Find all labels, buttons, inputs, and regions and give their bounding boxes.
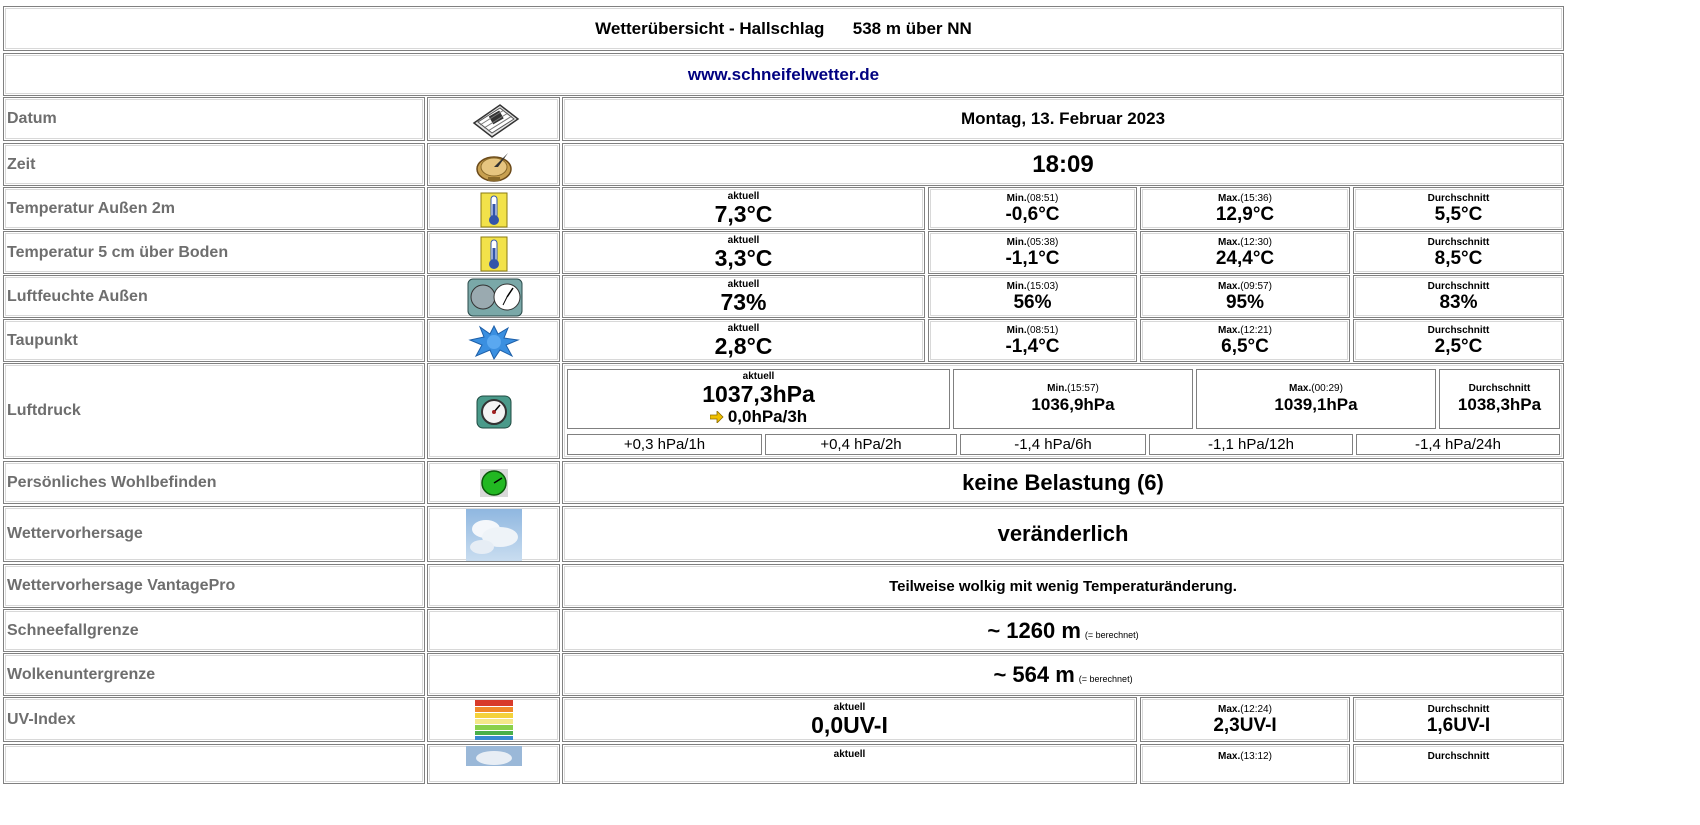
next-row-max-cell (1140, 744, 1350, 784)
website-link[interactable]: www.schneifelwetter.de (687, 64, 880, 84)
max-time: (15:36) (1240, 192, 1272, 204)
max-label: Max. (1218, 236, 1241, 248)
pressure-change-6h (960, 434, 1146, 455)
humidity-max: 95% (1225, 291, 1265, 313)
avg-label: Durchschnitt (1427, 324, 1490, 336)
forecast-icon-cell (427, 506, 560, 562)
pressure-change-24h (1356, 434, 1560, 455)
humidity-avg: 83% (1439, 291, 1478, 313)
temp5cm-current: 3,3°C (714, 244, 773, 271)
avg-label: Durchschnitt (1427, 751, 1490, 762)
temp2m-current: 7,3°C (714, 200, 773, 227)
row-label-comfort: Persönliches Wohlbefinden (3, 461, 425, 504)
splash-icon (468, 322, 520, 360)
avg-label: Durchschnitt (1427, 703, 1490, 715)
comfort-gauge-icon (480, 469, 508, 497)
uv-avg-cell (1353, 697, 1564, 742)
row-label-forecast: Wettervorhersage (3, 506, 425, 562)
cloudbase-calculated-note: (= berechnet) (1078, 673, 1133, 684)
min-label: Min. (1006, 192, 1027, 204)
calendar-icon (470, 101, 520, 139)
pressure-icon-cell (427, 363, 560, 459)
pressure-current-cell (567, 369, 950, 429)
min-label: Min. (1006, 236, 1027, 248)
dewpoint-min: -1,4°C (1005, 335, 1060, 357)
comfort-value-cell (562, 461, 1564, 504)
uv-max-cell (1140, 697, 1350, 742)
humidity-min-cell (928, 275, 1137, 318)
max-time: (12:30) (1240, 236, 1272, 248)
humidity-current-cell (562, 275, 925, 318)
uv-scale-icon (475, 700, 513, 740)
pressure-change-value: +0,4 hPa/2h (820, 436, 902, 453)
humidity-max-cell (1140, 275, 1350, 318)
pressure-max: 1039,1hPa (1274, 395, 1358, 414)
cloudbase-value: ~ 564 m (993, 661, 1075, 687)
avg-label: Durchschnitt (1427, 192, 1490, 204)
temp5cm-max: 24,4°C (1215, 247, 1275, 269)
next-row-current-cell (562, 744, 1137, 784)
uv-max: 2,3UV-I (1213, 714, 1277, 736)
pressure-change-2h (765, 434, 957, 455)
row-label-cloudbase: Wolkenuntergrenze (3, 653, 425, 696)
cloudbase-icon-cell (427, 653, 560, 696)
min-label: Min. (1006, 280, 1027, 292)
humidity-icon-cell (427, 275, 560, 318)
cloudbase-value-cell (562, 653, 1564, 696)
pressure-change-value: -1,4 hPa/24h (1415, 436, 1501, 453)
uv-current: 0,0UV-I (811, 711, 888, 738)
pressure-avg: 1038,3hPa (1457, 395, 1542, 414)
max-time: (12:24) (1240, 703, 1272, 715)
forecast-vp-value-cell (562, 564, 1564, 608)
min-time: (05:38) (1026, 236, 1059, 248)
temp5cm-min: -1,1°C (1005, 247, 1060, 269)
min-time: (08:51) (1026, 192, 1059, 204)
avg-label: Durchschnitt (1468, 383, 1531, 394)
next-row-avg-cell (1353, 744, 1564, 784)
max-time: (00:29) (1311, 383, 1343, 394)
date-value-cell (562, 97, 1564, 141)
max-time: (09:57) (1240, 280, 1272, 292)
humidity-min: 56% (1013, 291, 1052, 313)
dewpoint-current-label: aktuell (727, 322, 760, 334)
min-time: (15:57) (1067, 383, 1099, 394)
date-icon-cell (427, 97, 560, 141)
avg-label: Durchschnitt (1427, 236, 1490, 248)
row-label-humidity: Luftfeuchte Außen (3, 275, 425, 318)
min-label: Min. (1047, 383, 1068, 394)
forecast-value-cell (562, 506, 1564, 562)
temp5cm-current-cell (562, 231, 925, 274)
time-value-cell (562, 143, 1564, 186)
hygrometer-icon (467, 278, 523, 317)
temp2m-max-cell (1140, 187, 1350, 230)
max-label: Max. (1218, 703, 1241, 715)
row-label-forecast-vp: Wettervorhersage VantagePro (3, 564, 425, 608)
uv-icon-cell (427, 697, 560, 742)
max-label: Max. (1289, 383, 1312, 394)
next-row-icon-cell (427, 744, 560, 784)
min-time: (15:03) (1026, 280, 1059, 292)
temp5cm-max-cell (1140, 231, 1350, 274)
dewpoint-icon-cell (427, 319, 560, 362)
pressure-min-cell (953, 369, 1193, 429)
pressure-min: 1036,9hPa (1031, 395, 1115, 414)
thermometer-icon (480, 192, 508, 228)
row-label-time: Zeit (3, 143, 425, 186)
snowline-icon-cell (427, 609, 560, 652)
cloud-sky-icon (466, 746, 522, 766)
dewpoint-max-cell (1140, 319, 1350, 362)
pressure-change-value: -1,4 hPa/6h (1014, 436, 1092, 453)
uv-current-cell (562, 697, 1137, 742)
row-label-temp5cm: Temperatur 5 cm über Boden (3, 231, 425, 274)
comfort-icon-cell (427, 461, 560, 504)
pressure-max-cell (1196, 369, 1436, 429)
dewpoint-current-cell (562, 319, 925, 362)
thermometer-icon (480, 236, 508, 272)
pressure-change-value: +0,3 hPa/1h (623, 436, 706, 453)
pressure-change-value: -1,1 hPa/12h (1208, 436, 1294, 453)
row-label-date: Datum (3, 97, 425, 141)
uv-current-label: aktuell (833, 701, 866, 713)
humidity-current: 73% (720, 288, 767, 315)
humidity-avg-cell (1353, 275, 1564, 318)
temp2m-min: -0,6°C (1005, 203, 1060, 225)
humidity-current-label: aktuell (727, 278, 760, 290)
min-time: (08:51) (1026, 324, 1059, 336)
pressure-current: 1037,3hPa (702, 381, 815, 407)
time-value: 18:09 (1032, 150, 1094, 178)
max-time: (12:21) (1240, 324, 1272, 336)
temp2m-current-cell (562, 187, 925, 230)
temp5cm-avg: 8,5°C (1434, 247, 1483, 269)
barometer-icon (475, 394, 513, 430)
pressure-change-12h (1149, 434, 1353, 455)
website-bar (3, 53, 1564, 96)
temp2m-avg-cell (1353, 187, 1564, 230)
comfort-value: keine Belastung (6) (962, 469, 1164, 495)
max-label: Max. (1218, 192, 1241, 204)
dewpoint-current: 2,8°C (714, 332, 773, 359)
snowline-value-cell (562, 609, 1564, 652)
forecast-value: veränderlich (997, 521, 1129, 546)
dewpoint-avg: 2,5°C (1434, 335, 1483, 357)
time-icon-cell (427, 143, 560, 186)
snowline-value: ~ 1260 m (987, 617, 1081, 643)
temp5cm-min-cell (928, 231, 1137, 274)
temp5cm-current-label: aktuell (727, 234, 760, 246)
row-label-pressure: Luftdruck (3, 363, 425, 459)
altitude-text: 538 m über NN (852, 18, 972, 38)
pressure-change-1h (567, 434, 762, 455)
max-time: (13:12) (1240, 751, 1272, 762)
forecast-vp-icon-cell (427, 564, 560, 608)
pressure-current-label: aktuell (742, 371, 775, 382)
avg-label: Durchschnitt (1427, 280, 1490, 292)
dewpoint-avg-cell (1353, 319, 1564, 362)
max-label: Max. (1218, 280, 1241, 292)
cloud-sky-icon (466, 509, 522, 561)
temp2m-current-label: aktuell (727, 190, 760, 202)
min-label: Min. (1006, 324, 1027, 336)
page-title: Wetterübersicht - Hallschlag (595, 18, 825, 38)
uv-avg: 1,6UV-I (1426, 714, 1491, 736)
temp2m-max: 12,9°C (1215, 203, 1275, 225)
row-label-snowline: Schneefallgrenze (3, 609, 425, 652)
temp2m-avg: 5,5°C (1434, 203, 1483, 225)
temp2m-icon-cell (427, 187, 560, 230)
row-label-uv: UV-Index (3, 697, 425, 742)
next-row-label-cell (3, 744, 425, 784)
temp5cm-icon-cell (427, 231, 560, 274)
forecast-vp-value: Teilweise wolkig mit wenig Temperaturänderung. (889, 577, 1237, 595)
pressure-trend: 0,0hPa/3h (727, 407, 808, 426)
snowline-calculated-note: (= berechnet) (1084, 629, 1139, 640)
temp2m-min-cell (928, 187, 1137, 230)
dewpoint-max: 6,5°C (1221, 335, 1269, 357)
date-value: Montag, 13. Februar 2023 (960, 109, 1166, 128)
trend-arrow-icon (710, 411, 724, 423)
temp5cm-avg-cell (1353, 231, 1564, 274)
dewpoint-min-cell (928, 319, 1137, 362)
next-row-current-label: aktuell (833, 749, 866, 760)
row-label-temp2m: Temperatur Außen 2m (3, 187, 425, 230)
row-label-dewpoint: Taupunkt (3, 319, 425, 362)
title-bar (3, 6, 1564, 51)
pressure-values-cell (562, 363, 1564, 459)
max-label: Max. (1218, 751, 1241, 762)
max-label: Max. (1218, 324, 1241, 336)
pressure-avg-cell (1439, 369, 1560, 429)
sundial-icon (474, 147, 514, 183)
